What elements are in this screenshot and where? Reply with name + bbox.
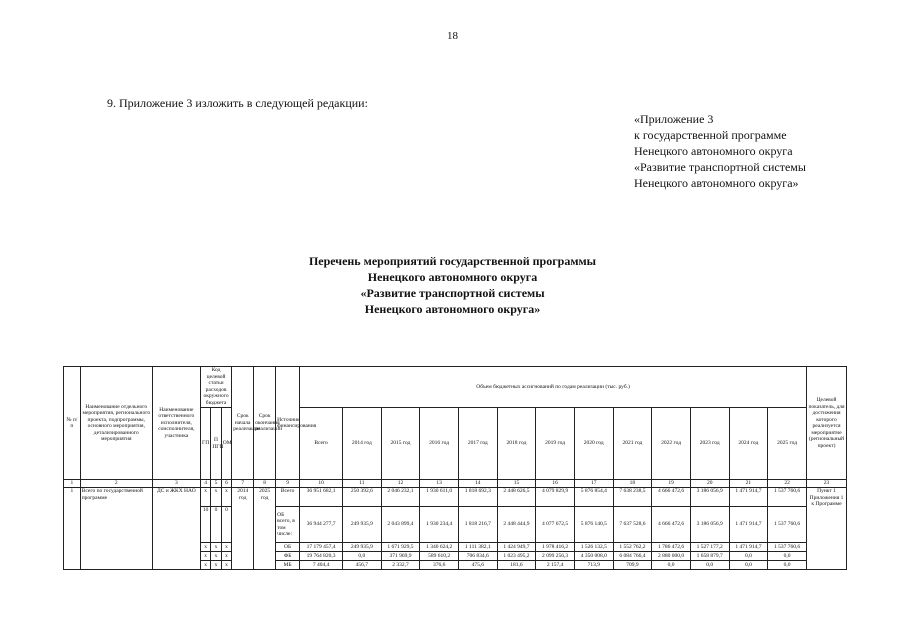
code-ppgp: x [211,552,221,561]
header-code-group: Код целевой статьи расходов окружного бюджета [200,367,231,408]
value-cell: 249 935,9 [342,543,381,552]
value-cell: 249 935,9 [342,507,381,543]
value-cell: 4 077 672,5 [536,507,575,543]
value-cell: 1 340 624,2 [420,543,459,552]
value-cell: 1 471 914,7 [729,488,768,507]
column-number: 15 [497,480,536,488]
value-cell: 1 526 132,5 [574,543,613,552]
appendix-line: «Развитие транспортной системы [634,160,806,174]
column-number: 11 [342,480,381,488]
value-cell: 2 099 256,3 [536,552,575,561]
value-cell: 7 638 238,5 [613,488,652,507]
header-year: 2015 год [381,408,420,480]
title-line: Ненецкого автономного округа [367,270,538,284]
item-indicator: Пункт 1 Приложения 1 к Программе [807,488,847,570]
code-om: x [221,561,231,570]
value-cell: 250 392,6 [342,488,381,507]
code-gp: x [200,488,210,507]
value-cell: 1 111 382,1 [458,543,497,552]
value-cell: 7 404,4 [300,561,343,570]
value-cell: 2 880 000,0 [652,552,691,561]
appendix-line: Ненецкого автономного округа [634,144,793,158]
column-number: 21 [729,480,768,488]
value-cell: 2 157,4 [536,561,575,570]
value-cell: 1 978 416,2 [536,543,575,552]
value-cell: 0,0 [768,561,807,570]
code-om: x [221,488,231,507]
header-name: Наименование отдельного мероприятия, регионального проекта, подпрограммы, основного мероприятия, детализированного мероприятия [80,367,152,480]
value-cell: 17 179 457,4 [300,543,343,552]
column-number-row [64,480,847,488]
column-number: 12 [381,480,420,488]
appendix-line: к государственной программе [634,128,787,142]
source-cell: ОБ [276,543,300,552]
code-gp: x [200,552,210,561]
header-code-gp: ГП [200,408,210,480]
column-number: 3 [152,480,200,488]
code-om: x [221,543,231,552]
value-cell: 589 610,2 [420,552,459,561]
value-cell: 456,7 [342,561,381,570]
value-cell: 2 448 444,9 [497,507,536,543]
column-number: 19 [652,480,691,488]
value-cell: 1 786 472,6 [652,543,691,552]
header-year: 2018 год [497,408,536,480]
value-cell: 1 471 914,7 [729,543,768,552]
column-number: 13 [420,480,459,488]
column-number: 7 [232,480,254,488]
header-year: 2024 год [729,408,768,480]
value-cell: 4 079 829,9 [536,488,575,507]
value-cell: 2 043 899,4 [381,507,420,543]
column-number: 8 [254,480,276,488]
header-year: 2014 год [342,408,381,480]
column-number: 5 [211,480,221,488]
header-year: 2020 год [574,408,613,480]
column-number: 14 [458,480,497,488]
value-cell: 3 186 056,9 [690,488,729,507]
column-number: 23 [807,480,847,488]
measures-table [63,366,847,570]
header-year: 2016 год [420,408,459,480]
item-start: 2014 год [232,488,254,570]
value-cell: 1 471 914,7 [729,507,768,543]
value-cell: 1 552 762,2 [613,543,652,552]
value-cell: 1 818 216,7 [458,507,497,543]
value-cell: 706 834,6 [458,552,497,561]
value-cell: 36 951 682,1 [300,488,343,507]
column-number: 17 [574,480,613,488]
value-cell: 0,0 [768,552,807,561]
title-line: «Развитие транспортной системы [360,286,545,300]
intro-paragraph: 9. Приложение 3 изложить в следующей редакции: [107,96,368,110]
table-row [64,488,847,507]
column-number: 2 [80,480,152,488]
source-cell: Всего [276,488,300,507]
header-total: Всего [300,408,343,480]
header-year: 2017 год [458,408,497,480]
appendix-line: «Приложение 3 [634,112,714,126]
value-cell: 1 527 177,2 [690,543,729,552]
value-cell: 4 350 008,0 [574,552,613,561]
header-executor: Наименование ответственного исполнителя, соисполнителя, участника [152,367,200,480]
column-number: 4 [200,480,210,488]
header-code-ppgp: П ПГП [211,408,221,480]
value-cell: 2 046 232,1 [381,488,420,507]
value-cell: 1 537 760,6 [768,543,807,552]
value-cell: 3 186 056,9 [690,507,729,543]
column-number: 1 [64,480,81,488]
appendix-line: Ненецкого автономного округа» [634,176,799,190]
value-cell: 5 876 140,5 [574,507,613,543]
value-cell: 713,9 [574,561,613,570]
title-line: Перечень мероприятий государственной программы [308,254,597,268]
header-source: Источник финансирования [276,367,300,480]
header-year: 2025 год [768,408,807,480]
value-cell: 371 969,9 [381,552,420,561]
source-cell: ФБ [276,552,300,561]
code-gp: x [200,543,210,552]
value-cell: 1 537 760,6 [768,488,807,507]
column-number: 18 [613,480,652,488]
value-cell: 1 671 929,5 [381,543,420,552]
column-number: 9 [276,480,300,488]
value-cell: 0,0 [729,552,768,561]
value-cell: 0,0 [652,561,691,570]
source-cell: МБ [276,561,300,570]
value-cell: 1 930 611,0 [420,488,459,507]
value-cell: 19 764 820,3 [300,552,343,561]
title-line: Ненецкого автономного округа» [364,302,541,316]
code-om: 0 [221,507,231,543]
item-executor: ДС и ЖКХ НАО [152,488,200,570]
value-cell: 4 666 472,6 [652,507,691,543]
value-cell: 181,6 [497,561,536,570]
value-cell: 36 944 277,7 [300,507,343,543]
item-end: 2025 год [254,488,276,570]
value-cell: 709,9 [613,561,652,570]
value-cell: 5 876 854,4 [574,488,613,507]
item-name: Всего по государственной программе [80,488,152,570]
value-cell: 475,6 [458,561,497,570]
source-cell: ОБ всего, в том числе: [276,507,300,543]
code-ppgp: x [211,543,221,552]
code-ppgp: 0 [211,507,221,543]
column-number: 16 [536,480,575,488]
value-cell: 6 084 766,4 [613,552,652,561]
value-cell: 1 023 495,2 [497,552,536,561]
header-end: Срок окончания реализации [254,367,276,480]
page-number: 18 [447,30,458,42]
header-indicator: Целевой показатель, для достижения которого реализуется мероприятие (региональный проект) [807,367,847,480]
value-cell: 4 666 472,6 [652,488,691,507]
value-cell: 1 424 949,7 [497,543,536,552]
header-year: 2019 год [536,408,575,480]
header-year: 2021 год [613,408,652,480]
value-cell: 376,6 [420,561,459,570]
column-number: 20 [690,480,729,488]
value-cell: 2 332,7 [381,561,420,570]
item-number: 1 [64,488,81,570]
value-cell: 1 658 879,7 [690,552,729,561]
value-cell: 2 448 626,5 [497,488,536,507]
value-cell: 7 637 528,6 [613,507,652,543]
value-cell: 1 537 760,6 [768,507,807,543]
column-number: 6 [221,480,231,488]
value-cell: 0,0 [690,561,729,570]
document-title [0,253,905,317]
value-cell: 1 930 234,4 [420,507,459,543]
code-ppgp: x [211,488,221,507]
header-num: № п/п [64,367,81,480]
header-start: Срок начала реализации [232,367,254,480]
header-year: 2023 год [690,408,729,480]
appendix-reference [634,111,806,191]
value-cell: 0,0 [342,552,381,561]
column-number: 22 [768,480,807,488]
header-volume-group: Объем бюджетных ассигнований по годам реализации (тыс. руб.) [300,367,807,408]
value-cell: 1 818 692,3 [458,488,497,507]
code-ppgp: x [211,561,221,570]
column-number: 10 [300,480,343,488]
header-code-om: ОМ [221,408,231,480]
value-cell: 0,0 [729,561,768,570]
code-om: x [221,552,231,561]
code-gp: x [200,561,210,570]
header-year: 2022 год [652,408,691,480]
code-gp: 10 [200,507,210,543]
